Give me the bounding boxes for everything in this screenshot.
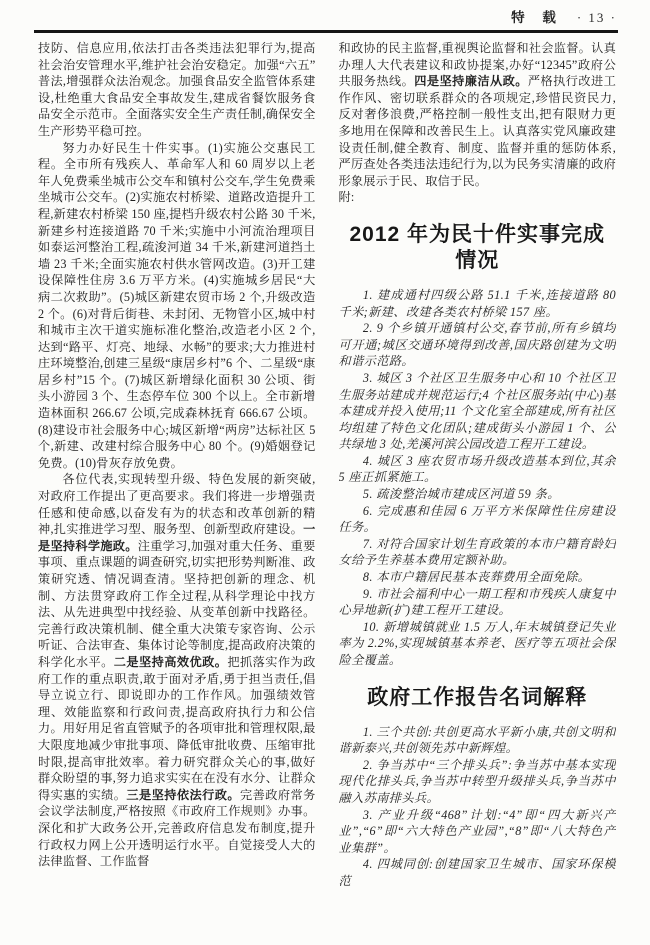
text-run: 和政协的民主监督,重视舆论监督和社会监督。认真办理人大代表建议和政协提案,办好“12345”政府公共服务热线。	[338, 41, 616, 89]
section-title-mingci: 政府工作报告名词解释	[367, 685, 588, 709]
text-run: 把抓落实作为政府工作的重点职责,敢于面对矛盾,勇于担当责任,倡导立说立行、即说即办的工作作风。加强绩效管理、效能监察和行政问责,提高政府执行力和公信力。用好用足省直管赋予的各项审批和管理权限,最大限度地减少审批事项、降低审批收费、压缩审批时限,提高审批效率。着力研究群众关心的事,做好群众盼望的事,努力追求实实在在没有水分、让群众得实惠的实绩。	[38, 654, 316, 802]
list-item: 4. 四城同创:创建国家卫生城市、国家环保模范	[338, 857, 616, 888]
text-run: 技防、信息应用,依法打击各类违法犯罪行为,提高社会治安管理水平,维护社会治安稳定。加强“六五”普法,增强群众法治观念。加强食品安全监管体系建设,杜绝重大食品安全事故发生,建成省餐饮服务食品安全示范市。全面落实安全生产责任制,确保安全生产形势平稳可控。	[38, 41, 316, 138]
list-item: 10. 新增城镇就业 1.5 万人,年末城镇登记失业率为 2.2%,实现城镇基本养老、医疗等五项社会保险全覆盖。	[338, 619, 616, 667]
completed-projects-list	[339, 287, 617, 669]
list-item: 4. 城区 3 座农贸市场升级改造基本到位,其余 5 座正抓紧施工。	[338, 453, 616, 485]
list-item: 6. 完成惠和佳园 6 万平方米保障性住房建设任务。	[338, 503, 616, 535]
page-header	[511, 6, 617, 26]
glossary-list	[339, 724, 617, 890]
list-item: 8. 本市户籍居民基本丧葬费用全面免除。	[362, 570, 591, 585]
text-run: 注重学习,加强对重大任务、重要事项、重点课题的调查研究,切实把形势判断准、政策研究透、情况调查清。坚持把创新的理念、机制、方法贯穿政府工作全过程,从科学理论中找方法、从先进典型中找经验、从变革创新中找路径。完善行政决策机制、健全重大决策专家咨询、公示听证、合法审查、集体讨论等制度,提高政府决策的科学化水平。	[38, 538, 316, 669]
list-item: 2. 9 个乡镇开通镇村公交,春节前,所有乡镇均可开通;城区交通环境得到改善,国庆路创建为文明和谐示范路。	[338, 321, 616, 369]
right-column	[339, 40, 617, 940]
paragraph	[38, 140, 316, 472]
emphasis-text: 三是坚持依法行政。	[126, 787, 240, 802]
text-run: 各位代表,实现转型升级、特色发展的新突破,对政府工作提出了更高要求。我们将进一步增强责任感和使命感,以奋发有为的状态和改革创新的精神,扎实推进学习型、服务型、创新型政府建设。	[38, 472, 316, 537]
list-item: 2. 争当苏中“三个排头兵”:争当苏中基本实现现代化排头兵,争当苏中转型升级排头兵,争当苏中融入苏南排头兵。	[338, 757, 616, 805]
list-item: 3. 产业升级“468”计划:“4”即“四大新兴产业”,“6”即“六大特色产业园”,“8”即“八大特色产业集群”。	[338, 807, 616, 855]
list-item: 9. 市社会福利中心一期工程和市残疾人康复中心异地新(扩)建工程开工建设。	[338, 586, 616, 618]
text-run: 完善政府常务会议学法制度,严格按照《市政府工作规则》办事。深化和扩大政务公开,完善政府信息发布制度,提升行政权力网上公开透明运行水平。自觉接受人大的法律监督、工作监督	[38, 787, 316, 869]
page-number: · 13 ·	[576, 10, 617, 25]
text-run: 严格执行改进工作作风、密切联系群众的各项规定,珍惜民资民力,反对奢侈浪费,严格控制一般性支出,把有限财力更多地用在保障和改善民生上。认真落实党风廉政建设责任制,健全教育、制度、监督并重的惩防体系,严厉查处各类违法违纪行为,以为民务实清廉的政府形象展示于民、取信于民。	[338, 74, 616, 188]
list-item: 3. 城区 3 个社区卫生服务中心和 10 个社区卫生服务站建成并规范运行;4 个社区服务站(中心)基本建成并投入使用;11 个文化室全部建成,所有社区均组建了特色文化团队;建成街头小游园 1 个、公共绿地 3 处,羌溪河滨公园改造工程开工建设。	[338, 370, 616, 452]
emphasis-text: 二是坚持高效优政。	[113, 654, 228, 669]
text-run: 努力办好民生十件实事。(1)实施公交惠民工程。全市所有残疾人、革命军人和 60 周岁以上老年人免费乘坐城市公交车和镇村公交车,学生免费乘坐城市公交车。(2)实施农村桥梁、道路改造提升工程,新建农村桥梁 150 座,提档升级农村公路 30 千米,新建乡村连接道路 70 千米;实施中小河流治理项目如泰运河整治工程,疏浚河道 34 千米,新建河道挡土墙 23 千米;全面实施农村供水管网改造。(3)开工建设保障性住房 3.6 万平方米。(4)实施城乡居民“大病二次救助”。(5)城区新建农贸市场 2 个,升级改造 2 个。(6)对背后街巷、未封闭、无物管小区,城中村和城市主次干道实施标准化整治,改造老小区 2 个,达到“路平、灯亮、地绿、水畅”的要求;大力推进村庄环境整治,创建三星级“康居乡村”6 个、二星级“康居乡村”15 个。(7)城区新增绿化面积 30 公顷、街头小游园 3 个、生态停车位 300 个以上。全市新增造林面积 266.67 公顷,完成森林抚育 666.67 公顷。(8)建设市社会服务中心;城区新增“两房”达标社区 5 个,新建、改建村综合服务中心 80 个。(9)婚姻登记免费。(10)骨灰存放免费。	[38, 140, 316, 470]
left-column	[38, 40, 316, 940]
list-item: 7. 对符合国家计划生育政策的本市户籍育龄妇女给予生养基本费用定额补助。	[338, 536, 616, 568]
header-rule	[34, 30, 618, 33]
paragraph	[38, 471, 316, 869]
list-item: 5. 疏浚整治城市建成区河道 59 条。	[362, 487, 560, 502]
emphasis-text: 一是坚持科学施政。	[38, 522, 316, 553]
emphasis-text: 四是坚持廉洁从政。	[414, 74, 528, 89]
attachment-label: 附:	[338, 190, 355, 205]
page-content	[38, 40, 616, 940]
list-item: 1. 三个共创:共创更高水平新小康,共创文明和谐新泰兴,共创领先苏中新辉煌。	[338, 724, 616, 756]
section-label: 特 载	[511, 10, 563, 25]
paragraph	[38, 40, 316, 140]
paragraph	[339, 40, 617, 189]
section-title-shishi: 2012 年为民十件实事完成情况	[349, 222, 606, 272]
list-item: 1. 建成通村四级公路 51.1 千米,连接道路 80 千米;新建、改建各类农村桥梁 157 座。	[338, 287, 616, 319]
